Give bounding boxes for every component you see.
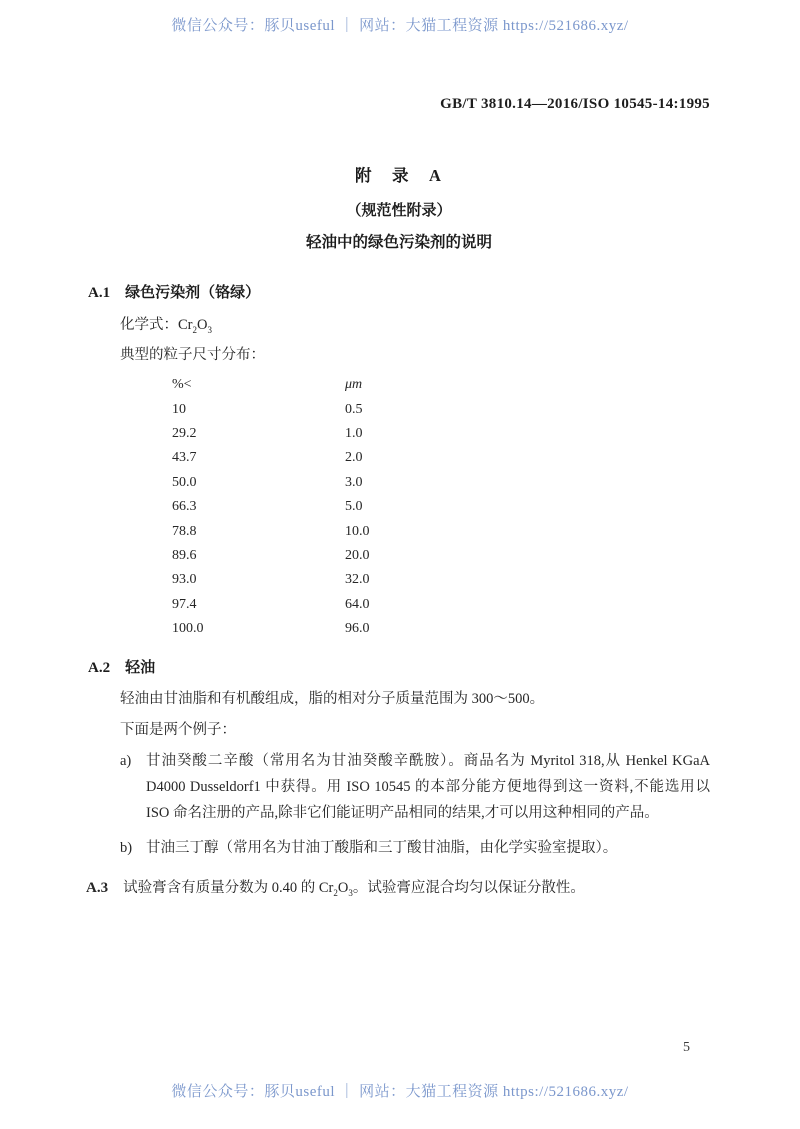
annex-type: （规范性附录） <box>346 203 452 219</box>
bottom-watermark: 微信公众号：豚贝useful ｜ 网站：大猫工程资源 https://521686.xyz/ <box>171 1084 629 1100</box>
list-item-b <box>120 835 710 861</box>
table-row: 100.0 96.0 <box>172 621 370 637</box>
clause-a2-title: 轻油 <box>125 660 156 677</box>
top-watermark: 微信公众号：豚贝useful ｜ 网站：大猫工程资源 https://521686.xyz/ <box>171 18 629 34</box>
chemical-formula: $Cr_2O_3$ <box>178 317 212 335</box>
list-marker: b) <box>120 840 133 857</box>
distribution-label: 典型的粒子尺寸分布： <box>120 347 265 363</box>
clause-a3-text: 试验膏含有质量分数为 0.40 的 $Cr_2O_3$。试验膏应混合均匀以保证分散性。 <box>123 880 585 899</box>
clause-a2-heading <box>88 656 710 677</box>
clause-a2-paragraph: 轻油由甘油脂和有机酸组成，脂的相对分子质量范围为 300～500。 <box>120 691 545 708</box>
annex-title: 附 录 A <box>355 166 443 185</box>
table-row: 89.6 20.0 <box>172 547 370 563</box>
particle-size-table <box>88 373 710 641</box>
list-item-text: 甘油癸酸二辛酸（常用名为甘油癸酸辛酰胺）。商品名为 Myritol 318,从 Henkel KGaA D4000 Dusseldorf1 中获得。用 ISO 10545 的本部分能方便地得到这一资料,不能选用以 ISO 命名注册的产品,除非它们能证明产品相同的结果,才可以用这种相同的产品。 <box>146 753 710 822</box>
table-row: 50.0 3.0 <box>172 474 363 490</box>
table-row: 78.8 10.0 <box>172 523 370 539</box>
table-row: 93.0 32.0 <box>172 572 370 588</box>
clause-a2-number: A.2 <box>88 660 111 677</box>
table-row: 97.4 64.0 <box>172 596 370 612</box>
document-page <box>88 96 710 897</box>
table-row: 10 0.5 <box>172 401 363 417</box>
annex-title-block <box>88 162 710 252</box>
clause-a3 <box>54 876 710 897</box>
formula-label: 化学式： <box>120 317 178 333</box>
col-header-percent: %< <box>172 377 192 393</box>
clause-a3-number: A.3 <box>86 880 109 897</box>
page-number: 5 <box>683 1040 690 1055</box>
col-header-um: μm <box>345 377 363 393</box>
table-row: 66.3 5.0 <box>172 499 363 515</box>
list-item-text: 甘油三丁醇（常用名为甘油丁酸脂和三丁酸甘油脂，由化学实验室提取）。 <box>146 840 618 857</box>
table-row: 29.2 1.0 <box>172 425 363 441</box>
clause-a1-number: A.1 <box>88 285 111 301</box>
table-header-row <box>172 373 710 397</box>
annex-subject: 轻油中的绿色污染剂的说明 <box>305 234 492 251</box>
list-item-a <box>120 748 710 826</box>
clause-a1-heading <box>88 281 710 302</box>
chemical-formula: $Cr_2O_3$ <box>318 880 353 899</box>
list-marker: a) <box>120 753 132 770</box>
standard-number-header: GB/T 3810.14—2016/ISO 10545-14:1995 <box>440 96 710 112</box>
clause-a1-title: 绿色污染剂（铬绿） <box>125 285 261 301</box>
clause-a2-paragraph: 下面是两个例子： <box>120 722 236 739</box>
chemical-formula-line <box>88 313 710 334</box>
table-row: 43.7 2.0 <box>172 450 363 466</box>
